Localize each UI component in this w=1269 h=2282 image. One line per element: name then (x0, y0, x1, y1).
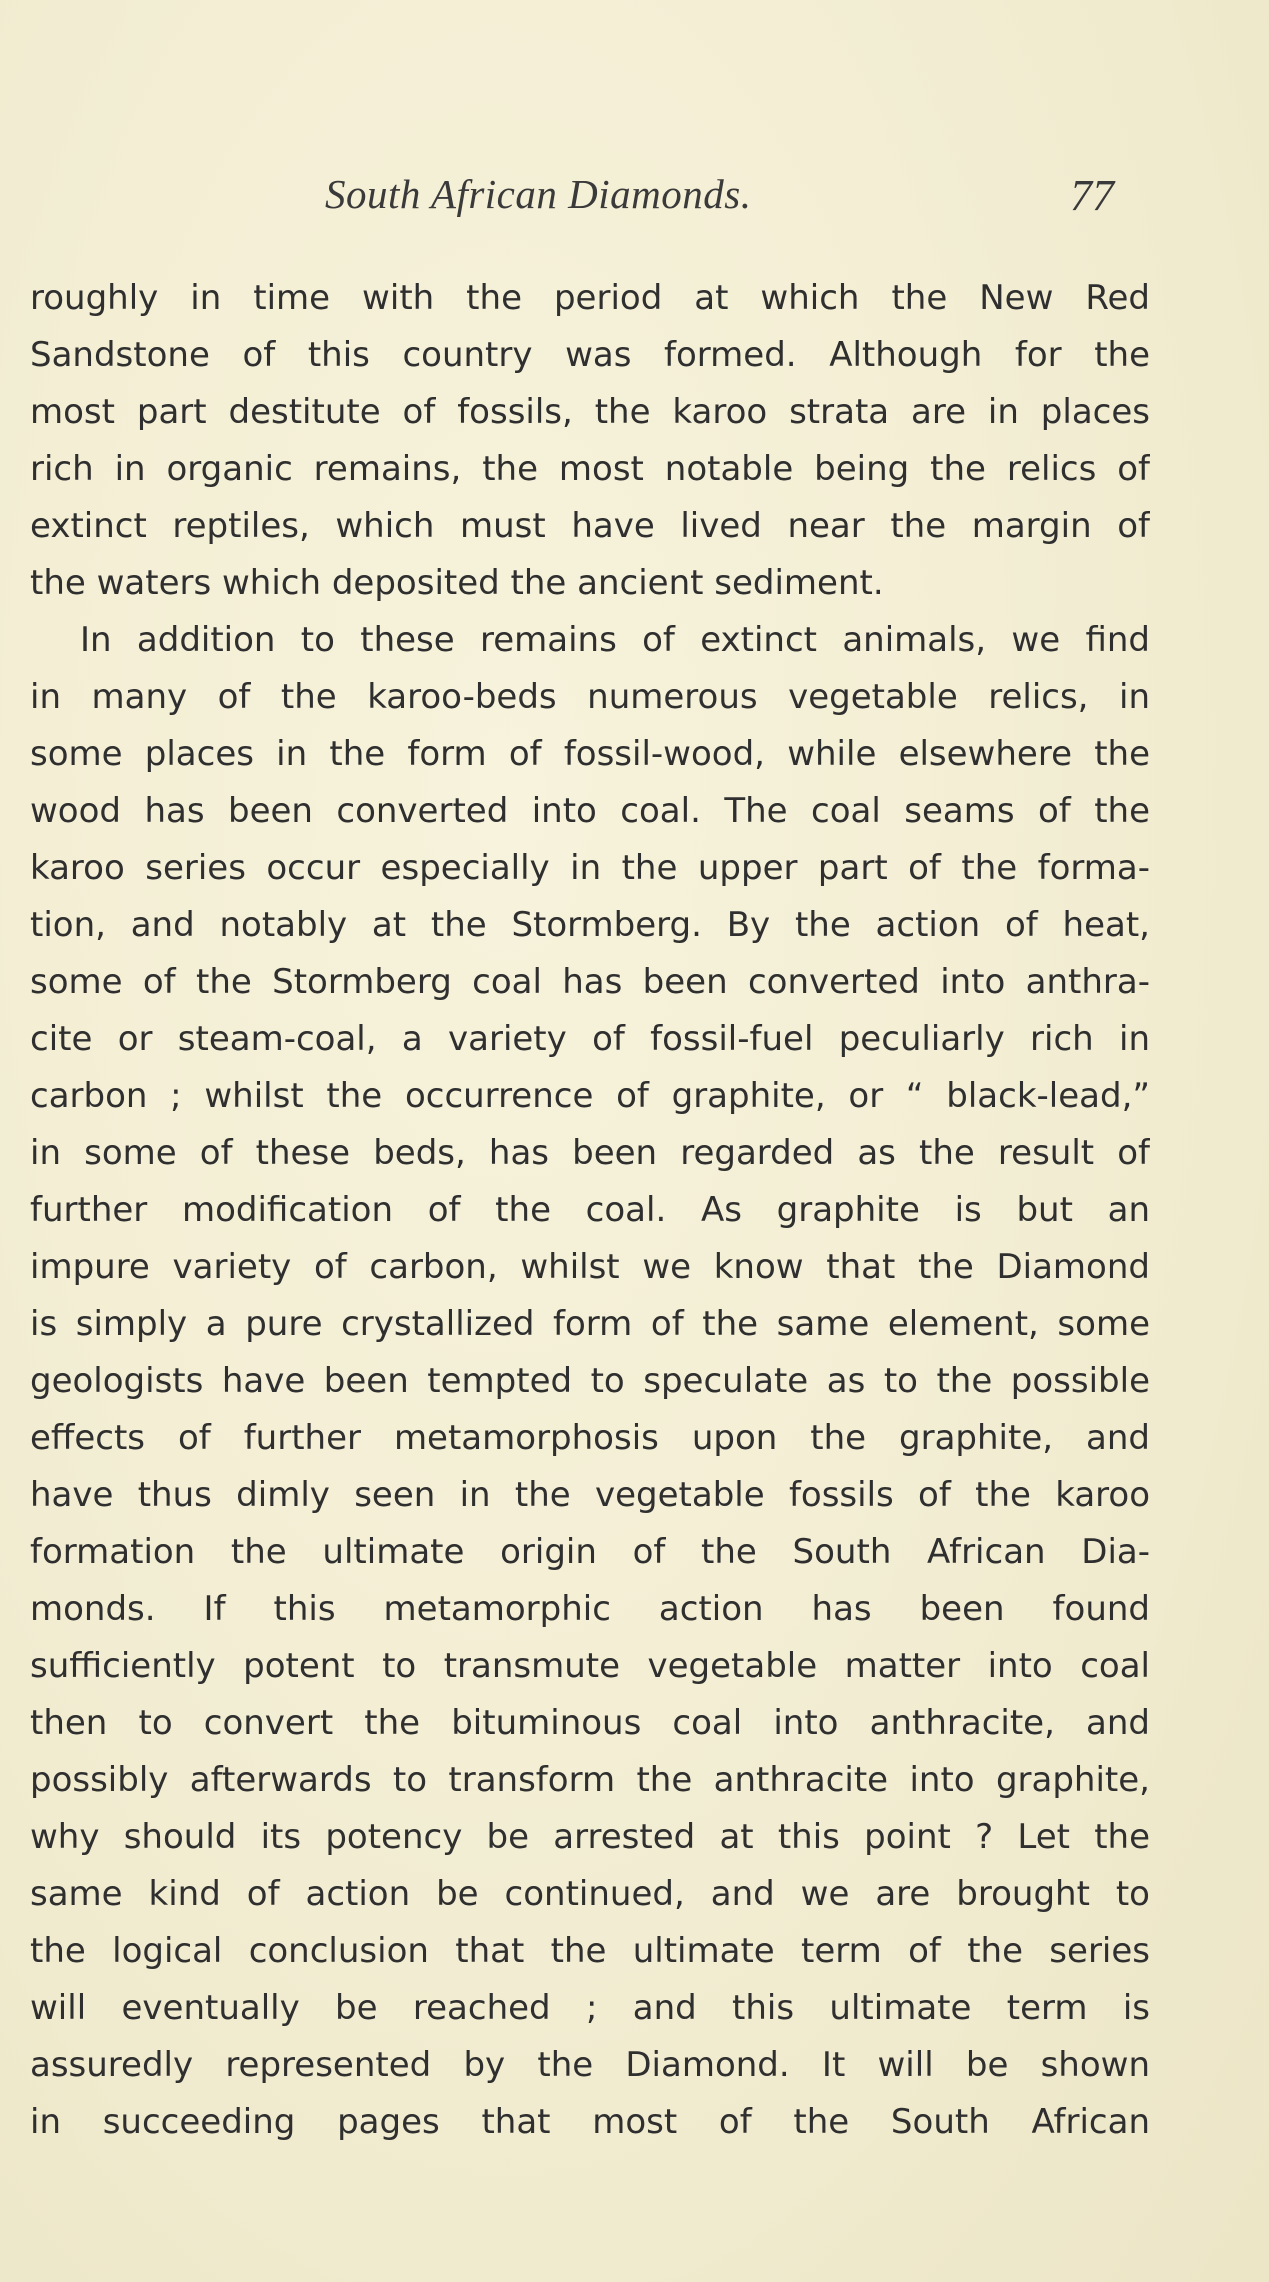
text-line: formation the ultimate origin of the South African Dia- (30, 1532, 1150, 1572)
text-line: rich in organic remains, the most notable being the relics of (30, 449, 1150, 489)
text-line: the waters which deposited the ancient sediment. (30, 563, 884, 603)
text-line: will eventually be reached ; and this ultimate term is (30, 1988, 1150, 2028)
text-line: in some of these beds, has been regarded as the result of (30, 1133, 1150, 1173)
page-header (0, 170, 1269, 230)
text-line: wood has been converted into coal. The coal seams of the (30, 791, 1150, 831)
text-line: in many of the karoo-beds numerous vegetable relics, in (30, 677, 1150, 717)
text-line: roughly in time with the period at which the New Red (30, 278, 1150, 318)
text-line: some places in the form of fossil-wood, while elsewhere the (30, 734, 1150, 774)
text-line: why should its potency be arrested at this point ? Let the (30, 1817, 1150, 1857)
text-line: tion, and notably at the Stormberg. By the action of heat, (30, 905, 1150, 945)
paragraph-start-line: In addition to these remains of extinct animals, we find (80, 620, 1150, 660)
body-text (30, 270, 1150, 2151)
text-line: some of the Stormberg coal has been converted into anthra- (30, 962, 1150, 1002)
text-line: have thus dimly seen in the vegetable fossils of the karoo (30, 1475, 1150, 1515)
text-line: sufficiently potent to transmute vegetable matter into coal (30, 1646, 1150, 1686)
text-line: extinct reptiles, which must have lived near the margin of (30, 506, 1150, 546)
text-line: further modification of the coal. As graphite is but an (30, 1190, 1150, 1230)
page-number: 77 (1070, 171, 1114, 220)
text-line: geologists have been tempted to speculate as to the possible (30, 1361, 1150, 1401)
text-line: is simply a pure crystallized form of the same element, some (30, 1304, 1150, 1344)
text-line: the logical conclusion that the ultimate term of the series (30, 1931, 1150, 1971)
text-line: in succeeding pages that most of the South African (30, 2102, 1150, 2142)
text-line: Sandstone of this country was formed. Although for the (30, 335, 1150, 375)
running-title: South African Diamonds. (325, 171, 752, 217)
text-line: possibly afterwards to transform the anthracite into graphite, (30, 1760, 1150, 1800)
text-line: then to convert the bituminous coal into anthracite, and (30, 1703, 1150, 1743)
text-line: assuredly represented by the Diamond. It will be shown (30, 2045, 1150, 2085)
text-line: cite or steam-coal, a variety of fossil-fuel peculiarly rich in (30, 1019, 1150, 1059)
text-line: same kind of action be continued, and we are brought to (30, 1874, 1150, 1914)
text-line: most part destitute of fossils, the karoo strata are in places (30, 392, 1150, 432)
text-line: karoo series occur especially in the upper part of the forma- (30, 848, 1150, 888)
text-line: impure variety of carbon, whilst we know that the Diamond (30, 1247, 1150, 1287)
text-line: effects of further metamorphosis upon the graphite, and (30, 1418, 1150, 1458)
text-line: monds. If this metamorphic action has been found (30, 1589, 1150, 1629)
text-line: carbon ; whilst the occurrence of graphite, or “ black-lead,” (30, 1076, 1150, 1116)
